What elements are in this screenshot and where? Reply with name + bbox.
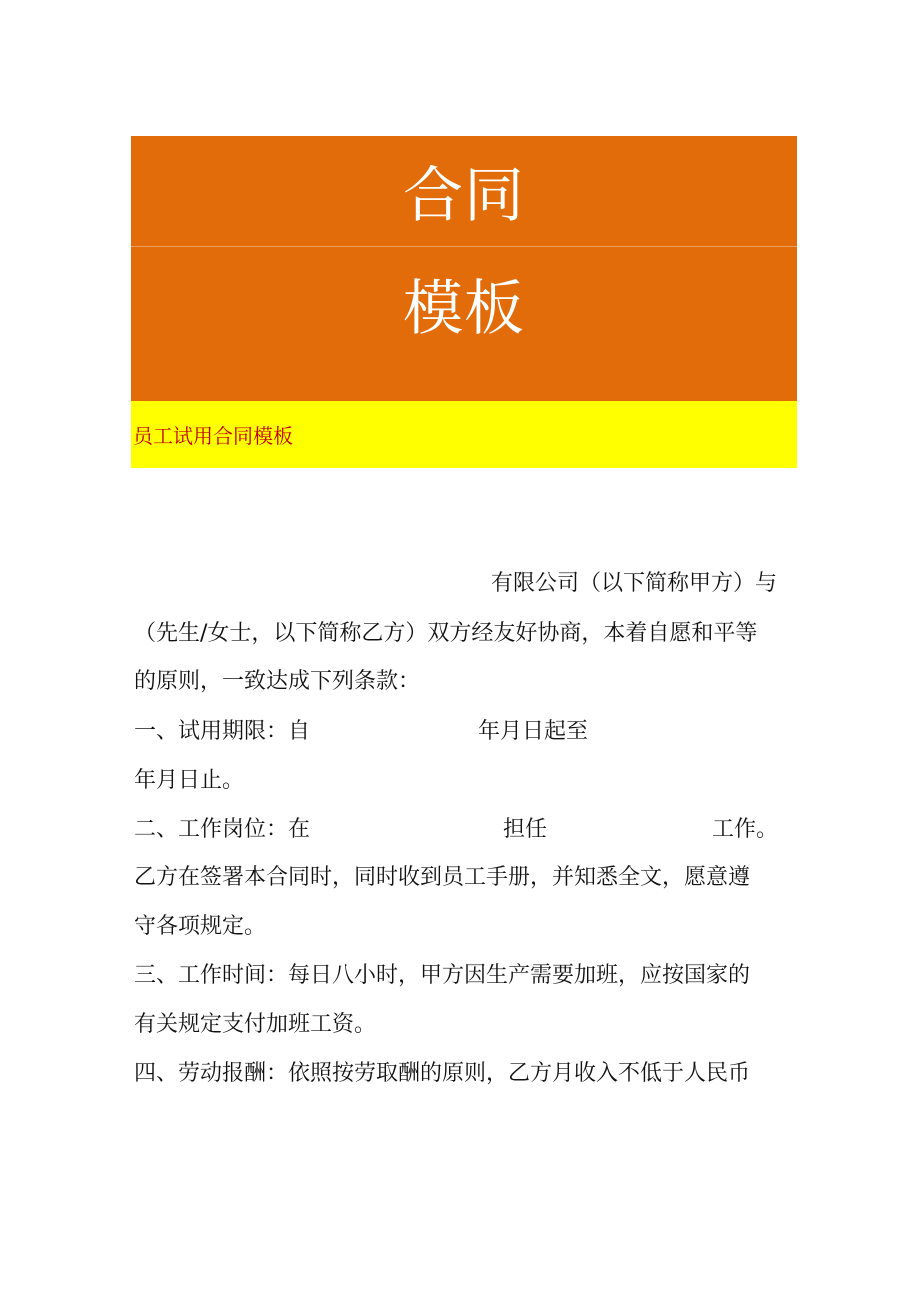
clause-1-end-date: 年月日止。 — [134, 768, 245, 793]
clause-2-work: 工作。 — [712, 817, 779, 842]
clause-3-line-1: 三、工作时间：每日八小时，甲方因生产需要加班，应按国家的 — [134, 963, 751, 988]
clause-2-detail-1: 乙方在签署本合同时，同时收到员工手册，并知悉全文，愿意遵 — [134, 865, 751, 890]
clause-1-prefix: 一、试用期限：自 — [134, 719, 311, 744]
cover-divider — [131, 246, 797, 247]
clause-2-position: 担任 — [503, 817, 548, 842]
cover-banner — [131, 136, 797, 401]
cover-title-line-1: 合同 — [403, 161, 525, 231]
subtitle-band — [131, 401, 797, 468]
preamble-line-3: 的原则，一致达成下列条款： — [134, 669, 421, 694]
document-subtitle: 员工试用合同模板 — [133, 424, 293, 448]
preamble-line-1: 有限公司（以下简称甲方）与 — [491, 571, 778, 596]
clause-4-line-1: 四、劳动报酬：依照按劳取酬的原则，乙方月收入不低于人民币 — [134, 1061, 751, 1086]
clause-3-line-2: 有关规定支付加班工资。 — [134, 1012, 377, 1037]
clause-2-prefix: 二、工作岗位：在 — [134, 817, 311, 842]
clause-1-start-date: 年月日起至 — [478, 719, 589, 744]
preamble-line-2: （先生/女士，以下简称乙方）双方经友好协商，本着自愿和平等 — [134, 621, 758, 646]
cover-title-line-2: 模板 — [403, 274, 525, 344]
clause-2-detail-2: 守各项规定。 — [134, 914, 267, 939]
